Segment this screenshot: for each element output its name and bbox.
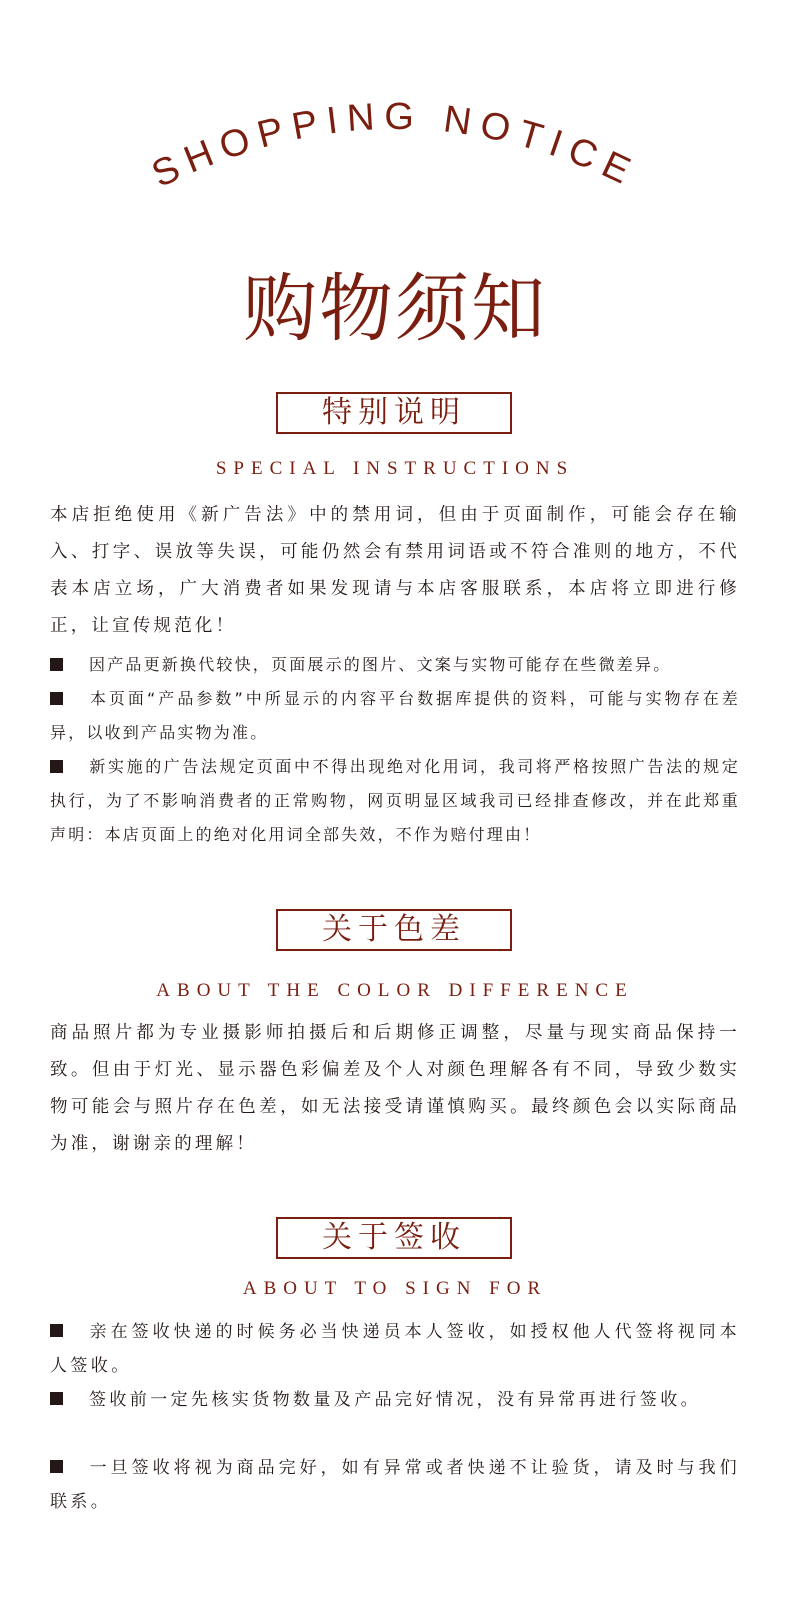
section-title-sign: 关于签收 [276,1217,512,1259]
svg-text:SHOPPING NOTICE [146,96,645,196]
bullet-icon [50,760,63,773]
special-item-text: 因产品更新换代较快，页面展示的图片、文案与实物可能存在些微差异。 [89,655,672,674]
arc-title [0,90,790,220]
color-paragraph: 商品照片都为专业摄影师拍摄后和后期修正调整，尽量与现实商品保持一致。但由于灯光、显示器色彩偏差及个人对颜色理解各有不同，导致少数实物可能会与照片存在色差，如无法接受请谨慎购买。最终颜色会以实际商品为准，谢谢亲的理解！ [50,1023,740,1154]
section-title-color: 关于色差 [276,909,512,951]
page-title: 购物须知 [243,266,547,352]
bullet-icon [50,1460,63,1473]
sign-item [50,1451,740,1519]
special-item-text: 本页面“产品参数”中所显示的内容平台数据库提供的资料，可能与实物存在差异，以收到产品实物为准。 [50,689,740,742]
section-title-special: 特别说明 [276,392,512,434]
special-item [50,648,740,682]
arc-title-text: SHOPPING NOTICE [145,95,645,197]
section-subtitle-color: ABOUT THE COLOR DIFFERENCE [156,980,634,1001]
special-item [50,682,740,750]
special-item [50,750,740,852]
sign-item [50,1315,740,1383]
bullet-icon [50,1324,63,1337]
special-paragraph: 本店拒绝使用《新广告法》中的禁用词，但由于页面制作，可能会存在输入、打字、误放等失误，可能仍然会有禁用词语或不符合准则的地方，不代表本店立场，广大消费者如果发现请与本店客服联系，本店将立即进行修正，让宣传规范化！ [50,505,740,636]
sign-item-text: 签收前一定先核实货物数量及产品完好情况，没有异常再进行签收。 [89,1390,701,1410]
section-subtitle-sign: ABOUT TO SIGN FOR [242,1278,548,1299]
bullet-icon [50,692,63,705]
section-subtitle-special: SPECIAL INSTRUCTIONS [215,458,575,479]
sign-item [50,1383,740,1417]
bullet-icon [50,1392,63,1405]
special-item-text: 新实施的广告法规定页面中不得出现绝对化用词，我司将严格按照广告法的规定执行，为了不影响消费者的正常购物，网页明显区域我司已经排查修改，并在此郑重声明：本店页面上的绝对化用词全部失效，不作为赔付理由！ [50,757,740,844]
bullet-icon [50,658,63,671]
sign-item-text: 一旦签收将视为商品完好，如有异常或者快递不让验货，请及时与我们联系。 [50,1458,740,1512]
sign-item-text: 亲在签收快递的时候务必当快递员本人签收，如授权他人代签将视同本人签收。 [50,1322,740,1376]
